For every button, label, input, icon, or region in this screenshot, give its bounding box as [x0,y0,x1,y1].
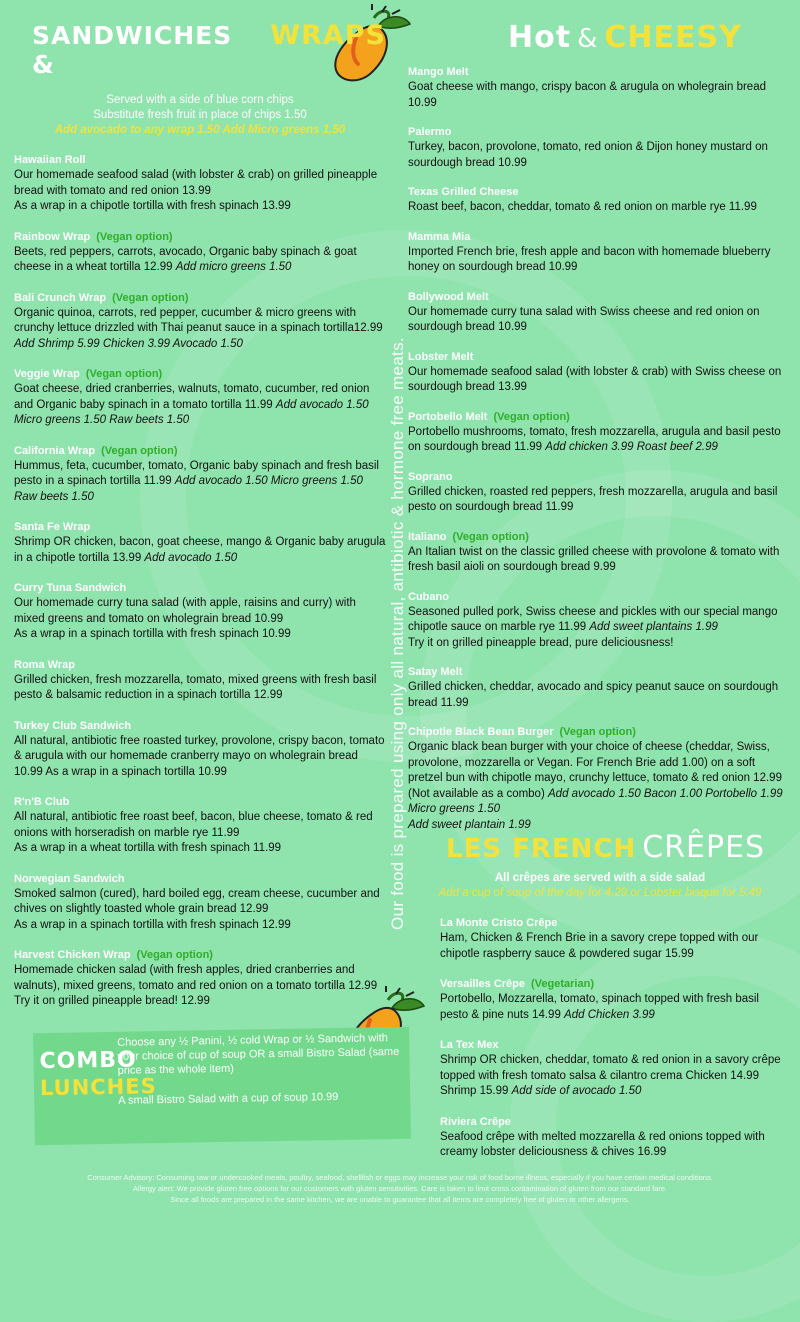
vegan-option-tag: (Vegan option) [136,949,213,961]
combo-title [39,1047,157,1101]
title-part2: CHEESY [604,20,742,55]
menu-item-name: Turkey Club Sandwich [14,719,132,732]
menu-item-header [440,1035,790,1053]
section-title [508,20,790,55]
menu-item-description-text: Ham, Chicken & French Brie in a savory crepe topped with our chipotle raspberry sauce & powdered sugar 15.99 [440,932,759,960]
menu-item-extra: Add avocado 1.50 [144,551,238,564]
menu-item-extra: Add Chicken 3.99 [564,1008,655,1021]
menu-item [408,62,790,111]
menu-item [14,150,386,215]
vertical-tagline: Our food is prepared using only all natural, antibiotic & hormone free meats. [388,337,407,930]
menu-item-extra: Try it on grilled pineapple bread, pure deliciousness! [408,636,674,649]
menu-item-header [408,287,790,305]
menu-item-extra: As a wrap in a chipotle tortilla with fresh spinach 13.99 [14,200,291,212]
menu-item-extra: As a wrap in a spinach tortilla with fresh spinach 12.99 [14,918,291,931]
menu-item-name: Hawaiian Roll [14,154,86,166]
vegan-option-tag: (Vegetarian) [531,978,594,990]
vegan-option-tag: (Vegan option) [85,368,163,380]
menu-item-description [14,168,386,215]
menu-item-description [408,680,790,711]
menu-item [14,517,386,566]
section-title [32,20,386,79]
menu-item-description [408,305,790,336]
menu-item-description [408,245,790,276]
menu-item-description [14,535,386,566]
menu-item-header [14,869,386,887]
menu-item-description [440,992,790,1023]
menu-item [14,716,386,781]
menu-item [14,288,386,353]
menu-item-extra: Add avocado 1.50 Micro greens 1.50 Raw beets 1.50 [14,398,369,426]
menu-item-description [14,887,386,934]
menu-item-header [440,974,790,992]
menu-item [14,227,386,276]
menu-item-description-text: All natural, antibiotic free roasted turkey, provolone, crispy bacon, tomato & arugula with our homemade cranberry mayo on wholegrain bread 10.99 As a wrap in a spinach tortilla 10.99 [14,734,385,778]
menu-item [408,122,790,171]
menu-item-name: Italiano [408,530,447,543]
menu-item-description [408,485,790,516]
menu-item-description-text: Our homemade curry tuna salad with Swiss cheese and red onion on sourdough bread 10.99 [408,305,760,333]
menu-item-description [408,545,790,576]
menu-item-header [408,587,790,605]
menu-item-name: Cubano [408,590,449,603]
menu-item-description [14,673,386,704]
menu-item [440,1035,790,1100]
menu-item [408,182,790,216]
menu-item-description-text: Homemade chicken salad (with fresh apples, dried cranberries and walnuts), mixed greens, tomato and red onion on a tomato tortilla 12.99 Try it on grilled pineapple bread! 12.99 [14,964,378,1007]
menu-item-header [14,227,386,245]
menu-item-name: Portobello Melt [408,410,488,423]
menu-item-description-text: Turkey, bacon, provolone, tomato, red onion & Dijon honey mustard on sourdough bread 10.99 [408,141,768,169]
menu-item-description-text: Imported French brie, fresh apple and bacon with homemade blueberry honey on sourdough bread 10.99 [408,245,771,273]
menu-item [14,945,386,1010]
vegan-option-tag: (Vegan option) [493,410,570,423]
hot-cheesy-section [408,20,790,833]
menu-item-name: La Tex Mex [440,1039,499,1051]
combo-lunches-box [33,1027,411,1146]
menu-item-name: Mamma Mia [408,230,471,243]
title-part2: CRÊPES [642,830,766,865]
menu-item-header [408,122,790,140]
menu-item [14,578,386,643]
title-part1: SANDWICHES & [32,21,233,79]
menu-item-description-text: Hummus, feta, cucumber, tomato, Organic baby spinach and fresh basil pesto in a spinach tortilla 11.99 [14,459,379,487]
menu-item [408,227,790,276]
vegan-option-tag: (Vegan option) [96,230,173,243]
menu-item-header [14,945,386,963]
menu-item-description [14,810,386,857]
combo-line1: Choose any ½ Panini, ½ cold Wrap or ½ Sandwich with your choice of cup of soup OR a small Bistro Salad (same price as the whole item) [117,1032,400,1077]
title-amp: & [577,24,599,54]
menu-item-name: Palermo [408,126,452,138]
menu-item [408,347,790,396]
menu-item-description-text: Seafood crêpe with melted mozzarella & red onions topped with creamy lobster deliciousness & chives 16.99 [440,1130,765,1158]
menu-item-description-text: Smoked salmon (cured), hard boiled egg, cream cheese, cucumber and chives on slightly toasted whole grain bread 12.99 [14,887,380,915]
menu-item-header [14,441,386,459]
menu-item-extra: Add sweet plantains 1.99 [589,621,718,633]
menu-item-extra: Add avocado 1.50 Bacon 1.00 Portobello 1.99 Micro greens 1.50 [408,787,783,815]
menu-item-header [408,662,790,680]
menu-item-header [14,517,386,535]
combo-title-part1: COMBO [39,1047,137,1075]
consumer-advisory-footer [10,1172,790,1205]
title-part1: Hot [508,20,572,55]
menu-item [440,1112,790,1161]
menu-item-extra: Add side of avocado 1.50 [511,1085,642,1097]
menu-item-description [440,1130,790,1161]
menu-item-description [14,306,386,353]
menu-item-header [408,722,790,740]
crepes-section [440,830,790,1161]
combo-title-part2: LUNCHES [39,1074,157,1101]
menu-item-description-text: Shrimp OR chicken, bacon, goat cheese, mango & Organic baby arugula in a chipotle tortilla 13.99 [14,536,386,564]
menu-item-header [14,150,386,168]
title-part2: WRAPS [270,20,386,51]
menu-item-name: Soprano [408,470,453,483]
menu-item-header [408,227,790,245]
menu-item-name: Curry Tuna Sandwich [14,582,127,594]
menu-item-description [408,140,790,171]
menu-item-header [408,62,790,80]
menu-item-name: California Wrap [14,444,96,457]
menu-item-description-text: Portobello mushrooms, tomato, fresh mozzarella, arugula and basil pesto on sourdough bread 11.99 [408,425,781,453]
menu-item-extra: As a wrap in a spinach tortilla with fresh spinach 10.99 [14,628,291,640]
menu-item-header [440,1112,790,1130]
menu-item-name: Lobster Melt [408,350,474,363]
menu-item-header [408,182,790,200]
menu-item-header [408,527,790,545]
menu-item-name: Satay Melt [408,666,463,678]
menu-item [408,407,790,456]
menu-item-description [14,382,386,429]
menu-item-description [408,425,790,456]
crepes-note: All crêpes are served with a side salad [494,872,706,884]
menu-item-name: Santa Fe Wrap [14,521,91,533]
menu-item-description-text: All natural, antibiotic free roast beef, bacon, blue cheese, tomato & red onions with horseradish on marble rye 11.99 [14,811,373,839]
menu-item-header [14,364,386,382]
menu-item-name: Mango Melt [408,66,469,78]
menu-item-description [14,459,386,506]
menu-item-header [408,347,790,365]
menu-item-description-text: Roast beef, bacon, cheddar, tomato & red onion on marble rye 11.99 [408,201,757,213]
menu-item-name: Texas Grilled Cheese [408,186,519,198]
menu-item-header [14,792,386,810]
menu-item-description [408,200,790,216]
menu-item-description-text: Shrimp OR chicken, cheddar, tomato & red onion in a savory crêpe topped with fresh tomato salsa & cilantro crema Chicken 14.99 Shrimp 15.99 [440,1054,781,1097]
menu-item-description [408,80,790,111]
menu-item-description-text: Our homemade seafood salad (with lobster & crab) with Swiss cheese on sourdough bread 13.99 [408,365,782,393]
menu-item-name: Veggie Wrap [14,368,80,380]
sandwiches-wraps-section [14,20,386,1010]
menu-item-extra: Add Shrimp 5.99 Chicken 3.99 Avocado 1.50 [14,337,243,350]
menu-item-extra: As a wrap in a wheat tortilla with fresh spinach 11.99 [14,842,281,854]
menu-item-description-text: Seasoned pulled pork, Swiss cheese and pickles with our special mango chipotle sauce on marble rye 11.99 [408,605,778,633]
menu-item-extra: Add micro greens 1.50 [175,261,292,273]
footer-line: Allergy alert: We provide gluten free options for our customers with gluten sensitivities. Care is taken to limit cross contamination of gluten from our standard fare. [132,1184,668,1193]
menu-item-name: Roma Wrap [14,658,75,671]
menu-item-extra: Add sweet plantain 1.99 [408,818,531,831]
menu-item-name: Bali Crunch Wrap [14,291,107,304]
footer-line: Consumer Advisory: Consuming raw or undercooked meats, poultry, seafood, shellfish or eggs may increase your risk of food borne illness, especially if you have certain medical conditions. [87,1173,713,1182]
vegan-option-tag: (Vegan option) [452,530,529,543]
note-line: Substitute fresh fruit in place of chips 1.50 [93,109,307,121]
menu-item [408,467,790,516]
menu-item-name: Rainbow Wrap [14,230,91,243]
menu-item [408,662,790,711]
menu-item-header [408,407,790,425]
menu-item [14,441,386,506]
menu-item-description [14,963,386,1010]
combo-text [117,1031,402,1108]
menu-item-name: Riviera Crêpe [440,1115,511,1128]
menu-item [408,287,790,336]
menu-item-description-text: Grilled chicken, cheddar, avocado and spicy peanut sauce on sourdough bread 11.99 [408,681,779,709]
menu-item-name: Versailles Crêpe [440,978,526,990]
menu-item [408,722,790,833]
vegan-option-tag: (Vegan option) [101,444,178,457]
menu-item-description-text: Organic black bean burger with your choice of cheese (cheddar, Swiss, provolone, mozzarella or Vegan. For French Brie add 1.00) on a soft pretzel bun with chipotle mayo, crunchy lettuce, tomato & red onion 12.99 (Not available as a combo) [408,741,782,800]
menu-item [440,974,790,1023]
menu-item-description-text: Organic quinoa, carrots, red pepper, cucumber & micro greens with crunchy lettuce drizzled with Thai peanut sauce in a spinach tortilla12.99 [14,306,383,334]
menu-item-description [14,734,386,781]
menu-item [408,587,790,652]
crepes-note-yellow: Add a cup of soup of the day for 4.29 or Lobster bisque for 5.49 [438,887,762,899]
footer-line: Since all foods are prepared in the same kitchen, we are unable to guarantee that all items are completely free of gluten or other allergens. [170,1195,630,1204]
menu-item-name: R'n'B Club [14,796,70,808]
menu-item-description [440,931,790,962]
menu-item-description [14,245,386,276]
menu-item-description-text: Grilled chicken, roasted red peppers, fresh mozzarella, arugula and basil pesto on sourdough bread 11.99 [408,485,778,513]
menu-item-description-text: Goat cheese with mango, crispy bacon & arugula on wholegrain bread 10.99 [408,81,766,109]
menu-item-name: Chipotle Black Bean Burger [408,726,554,738]
menu-item [14,792,386,857]
combo-line2: A small Bistro Salad with a cup of soup 10.99 [118,1090,339,1107]
menu-item-description [408,605,790,652]
menu-item-name: La Monte Cristo Crêpe [440,917,558,929]
menu-item-description [440,1053,790,1100]
section-title [446,830,790,865]
menu-item-description [14,596,386,643]
menu-item-description [408,740,790,833]
menu-item-name: Norwegian Sandwich [14,872,125,885]
menu-item [440,913,790,962]
menu-item-description-text: Beets, red peppers, carrots, avocado, Organic baby spinach & goat cheese in a wheat tortilla 12.99 [14,245,357,273]
vegan-option-tag: (Vegan option) [112,291,189,304]
menu-item-description-text: Goat cheese, dried cranberries, walnuts, tomato, cucumber, red onion and Organic baby spinach in a tomato tortilla 11.99 [14,383,370,411]
menu-item [14,364,386,429]
menu-item-description-text: Our homemade seafood salad (with lobster & crab) on grilled pineapple bread with tomato and red onion 13.99 [14,169,378,197]
menu-item-header [14,288,386,306]
menu-item [14,655,386,704]
title-part1: LES FRENCH [446,834,637,864]
menu-item-header [14,655,386,673]
menu-item-description-text: Our homemade curry tuna salad (with apple, raisins and curry) with mixed greens and tomato on wholegrain bread 10.99 [14,597,356,625]
menu-item-description-text: An Italian twist on the classic grilled cheese with provolone & tomato with fresh basil aioli on sourdough bread 9.99 [408,545,780,573]
menu-item-name: Harvest Chicken Wrap [14,949,131,961]
menu-item-description-text: Grilled chicken, fresh mozzarella, tomato, mixed greens with fresh basil pesto & balsamic reduction in a spinach tortilla 12.99 [14,673,377,701]
menu-item-header [440,913,790,931]
menu-item-header [14,578,386,596]
menu-item [14,869,386,934]
menu-item-extra: Add avocado 1.50 Micro greens 1.50 Raw beets 1.50 [14,475,363,503]
menu-item-header [14,716,386,734]
menu-item-extra: Add chicken 3.99 Roast beef 2.99 [545,441,718,453]
menu-item-description [408,365,790,396]
vegan-option-tag: (Vegan option) [559,726,636,738]
menu-item [408,527,790,576]
menu-item-header [408,467,790,485]
note-line: Served with a side of blue corn chips [106,94,294,106]
menu-item-description-text: Portobello, Mozzarella, tomato, spinach topped with fresh basil pesto & pine nuts 14.99 [440,993,759,1021]
note-yellow: Add avocado to any wrap 1.50 Add Micro greens 1.50 [54,124,346,136]
menu-item-name: Bollywood Melt [408,290,489,303]
